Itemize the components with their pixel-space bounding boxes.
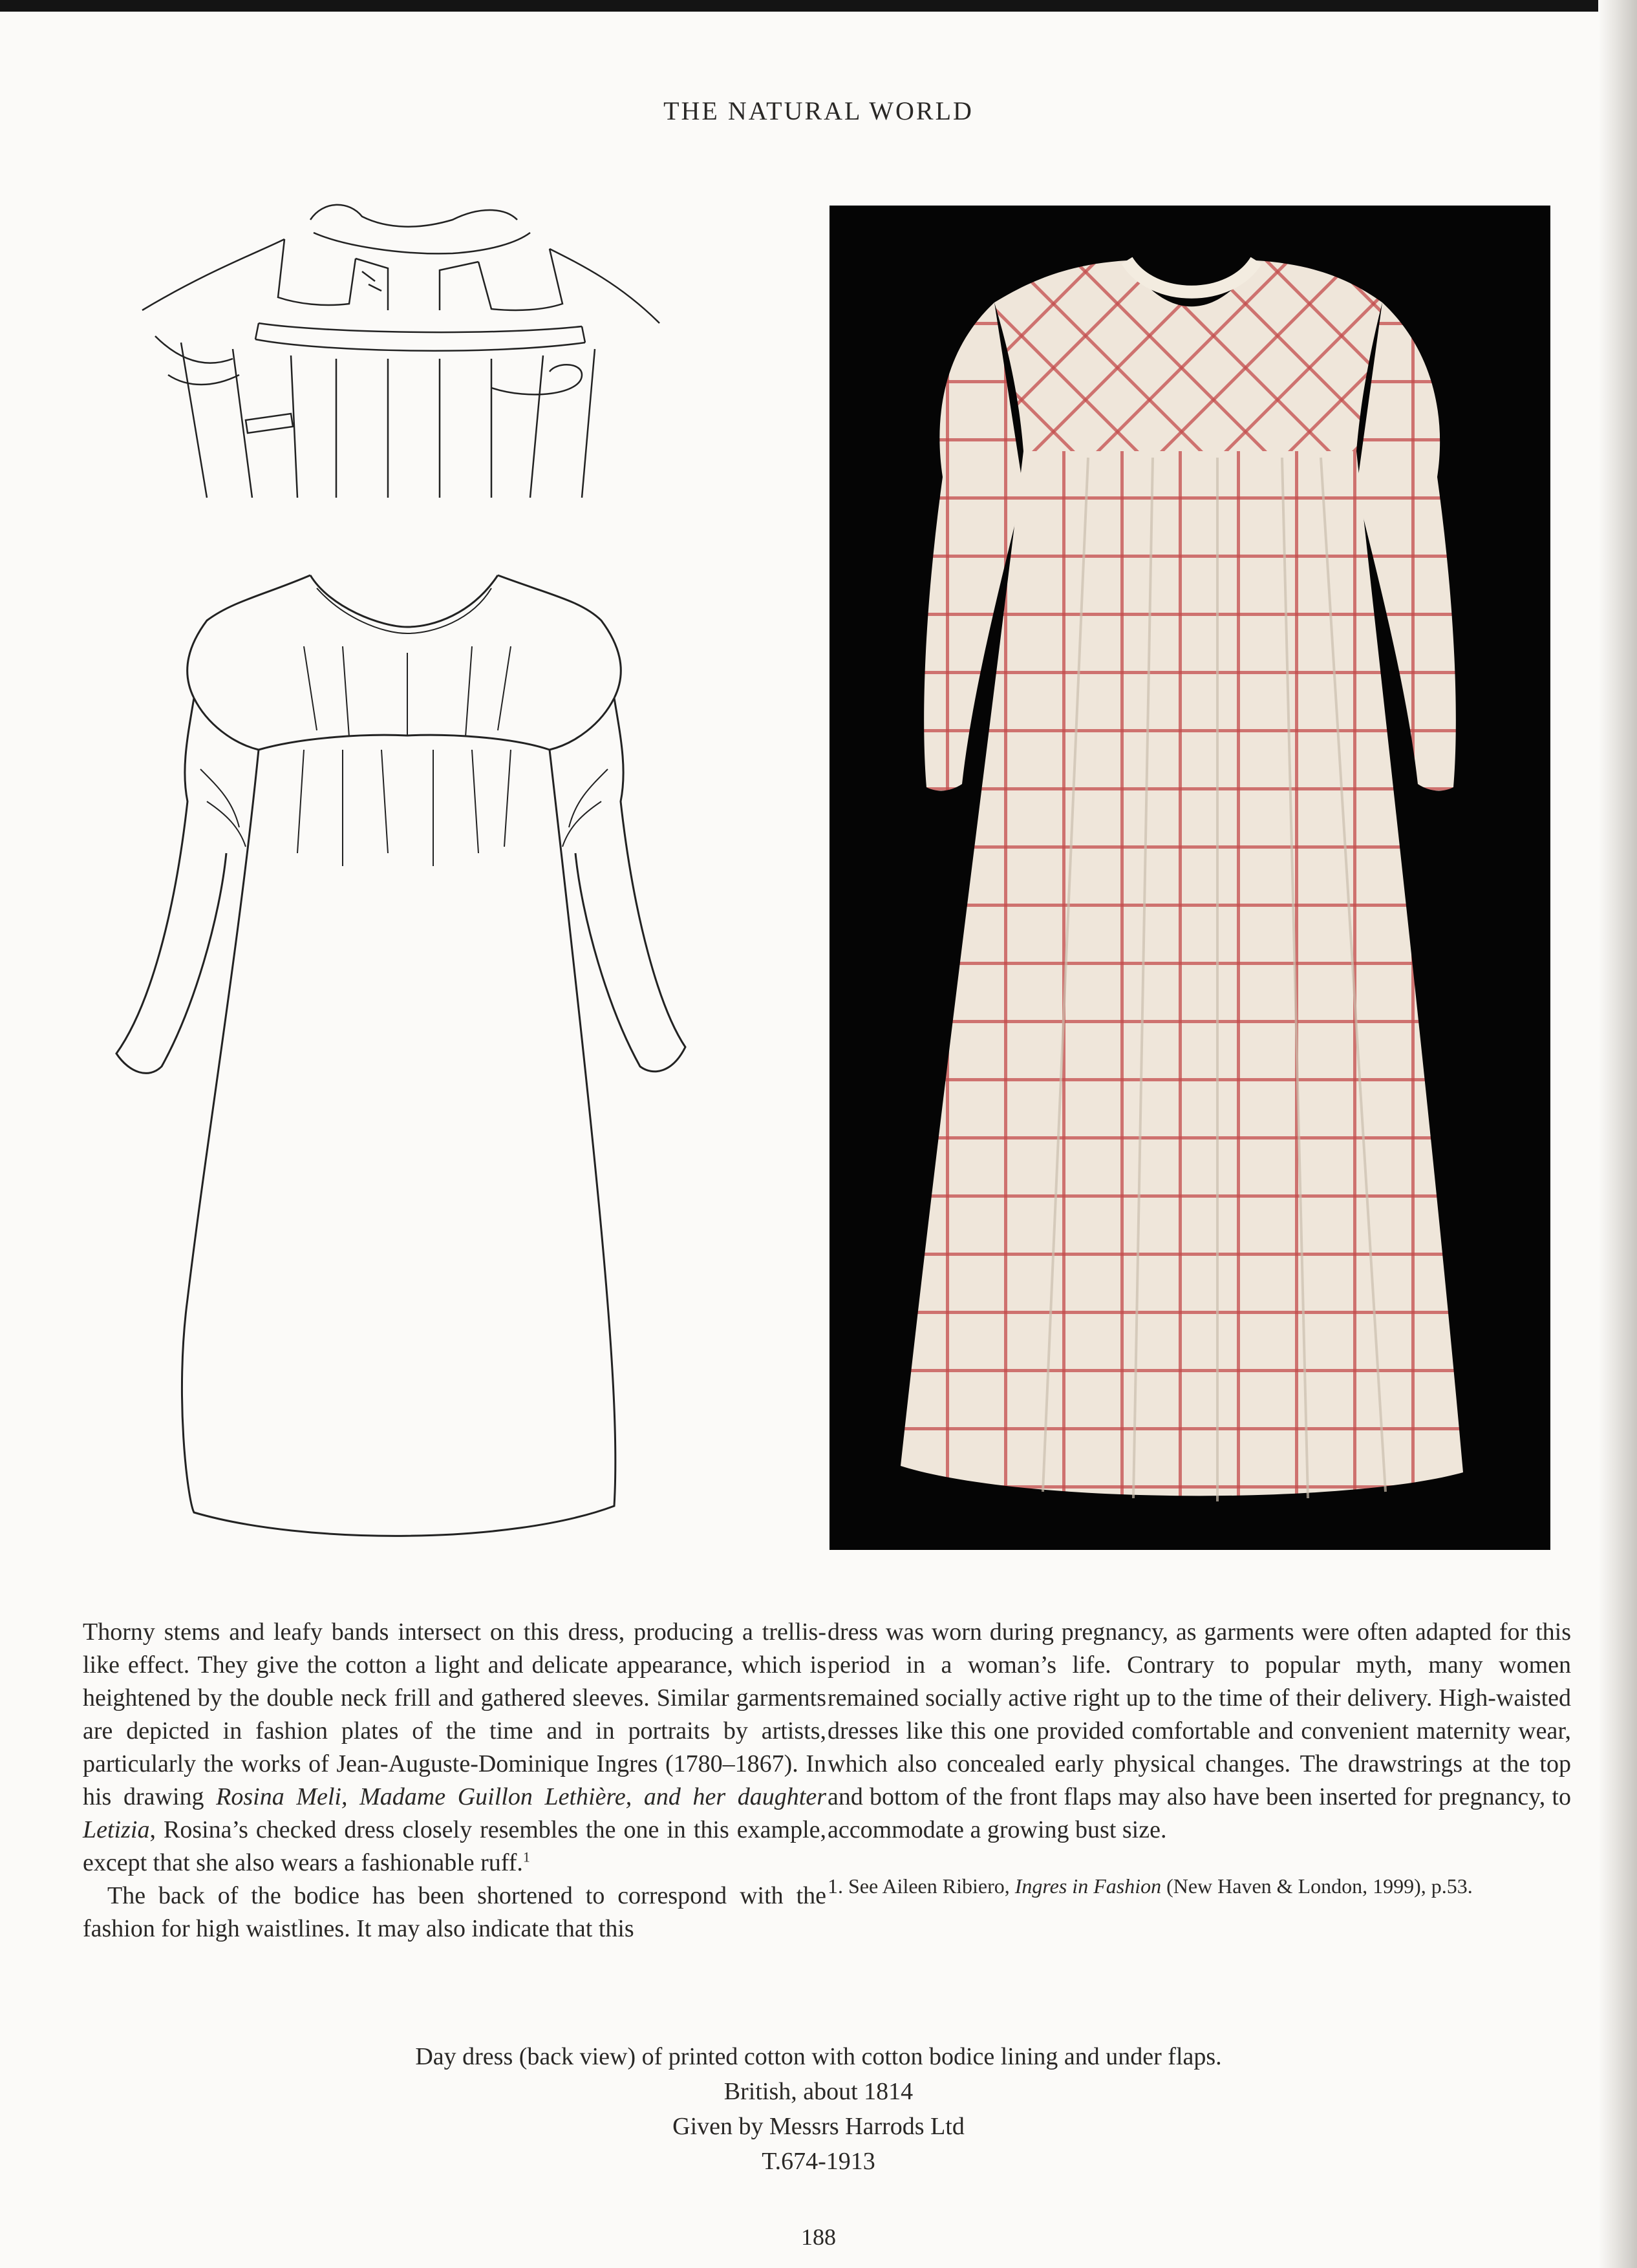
- page-gutter-shadow: [1598, 0, 1637, 2268]
- dress-line-drawing: [110, 556, 692, 1545]
- body-text-left-column: [83, 1616, 826, 1945]
- caption-line: British, about 1814: [723, 2078, 914, 2105]
- body-text-right-column: [828, 1616, 1571, 1900]
- caption-line: T.674-1913: [762, 2148, 875, 2175]
- running-head: THE NATURAL WORLD: [663, 96, 974, 125]
- bodice-interior-sketch: [129, 194, 679, 517]
- italic-title: Rosina Meli, Madame Guillon Lethière, and her daughter Letizia: [83, 1783, 826, 1843]
- figure-caption: [0, 2039, 1637, 2179]
- paragraph: The back of the bodice has been shortened to correspond with the fashion for high waistlines. It may also indicate that this: [83, 1882, 826, 1942]
- page-number: 188: [801, 2224, 836, 2250]
- caption-line: Day dress (back view) of printed cotton with cotton bodice lining and under flaps.: [415, 2043, 1222, 2070]
- paragraph: Thorny stems and leafy bands intersect on this dress, producing a trellis-like effect. They give the cotton a light and delicate appearance, which is heightened by the double neck frill and gathered sleeves. Similar garments are depicted in fashion plates of the time and in portraits by artists, particularly the works of Jean-Auguste-Dominique Ingres (1780–1867). In his drawing Rosina Meli, Madame Guillon Lethière, and her daughter Letizia, Rosina’s checked dress closely resembles the one in this example, except that she also wears a fashionable ruff.$^1$: [83, 1618, 826, 1876]
- footnote: 1. See Aileen Ribiero, Ingres in Fashion (New Haven & London, 1999), p.53.: [828, 1874, 1473, 1898]
- footnote-reference: 1: [522, 1849, 530, 1865]
- scan-top-edge: [0, 0, 1637, 12]
- dress-photograph: [829, 206, 1550, 1550]
- italic-title: Ingres in Fashion: [1014, 1874, 1162, 1898]
- caption-line: Given by Messrs Harrods Ltd: [672, 2113, 965, 2140]
- paragraph: dress was worn during pregnancy, as garments were often adapted for this period in a woman’s life. Contrary to popular myth, many women remained socially active right up to the time of their delivery. High-waisted dresses like this one provided comfortable and convenient maternity wear, which also concealed early physical changes. The drawstrings at the top and bottom of the front flaps may also have been inserted for pregnancy, to accommodate a growing bust size.: [828, 1618, 1571, 1843]
